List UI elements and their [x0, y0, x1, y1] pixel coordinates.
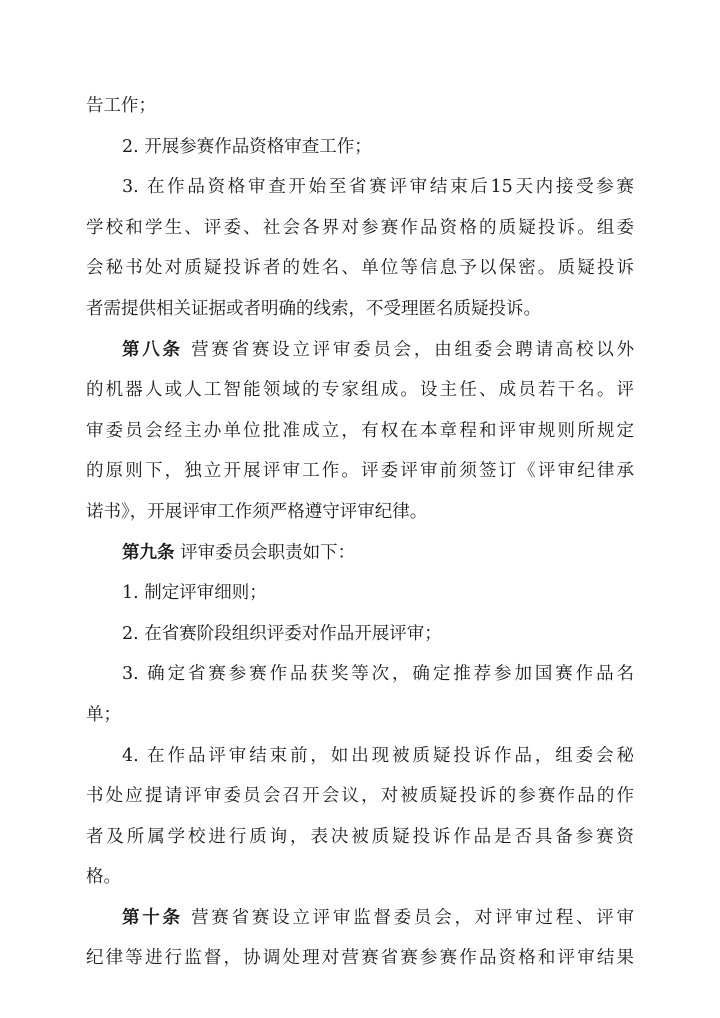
- article-paragraph-start: [86, 330, 634, 371]
- text-line: 4. 在作品评审结束前，如出现被质疑投诉作品，组委会秘: [122, 745, 634, 766]
- text-line: 营赛省赛设立评审监督委员会，对评审过程、评审: [191, 907, 635, 928]
- text-line: 审委员会经主办单位批准成立，有权在本章程和评审规则所规定: [86, 420, 634, 441]
- text-line: 纪律等进行监督，协调处理对营赛省赛参赛作品资格和评审结果: [86, 948, 634, 969]
- text-line: 者需提供相关证据或者明确的线索，不受理匿名质疑投诉。: [86, 298, 541, 319]
- text-line: 3. 确定省赛参赛作品获奖等次，确定推荐参加国赛作品名: [122, 664, 634, 685]
- document-body: [86, 86, 634, 979]
- article-heading: 第十条: [122, 907, 183, 928]
- text-line: 1. 制定评审细则；: [122, 583, 267, 604]
- article-paragraph-start: [86, 898, 634, 939]
- text-line: 单；: [86, 704, 121, 725]
- text-line: 会秘书处对质疑投诉者的姓名、单位等信息予以保密。质疑投诉: [86, 258, 634, 279]
- text-line: 评审委员会职责如下：: [180, 542, 356, 563]
- text-line: 的机器人或人工智能领域的专家组成。设主任、成员若干名。评: [86, 380, 634, 401]
- text-line: 告工作；: [86, 96, 156, 116]
- text-line: 者及所属学校进行质询，表决被质疑投诉作品是否具备参赛资: [86, 826, 634, 847]
- article-paragraph-start: [86, 533, 634, 574]
- text-line: 营赛省赛设立评审委员会，由组委会聘请高校以外: [191, 339, 635, 360]
- text-line: 书处应提请评审委员会召开会议，对被质疑投诉的参赛作品的作: [86, 786, 634, 807]
- text-line: 格。: [86, 867, 121, 888]
- text-line: 学校和学生、评委、社会各界对参赛作品资格的质疑投诉。组委: [86, 217, 634, 238]
- text-line: 的原则下，独立开展评审工作。评委评审前须签订《评审纪律承: [86, 461, 634, 482]
- text-line: 2. 开展参赛作品资格审查工作；: [122, 136, 372, 157]
- article-heading: 第九条: [122, 542, 175, 563]
- text-line: 3. 在作品资格审查开始至省赛评审结束后15天内接受参赛: [122, 177, 634, 198]
- article-heading: 第八条: [122, 339, 183, 360]
- text-line: 诺书》，开展评审工作须严格遵守评审纪律。: [86, 501, 428, 522]
- text-line: 2. 在省赛阶段组织评委对作品开展评审；: [122, 623, 442, 644]
